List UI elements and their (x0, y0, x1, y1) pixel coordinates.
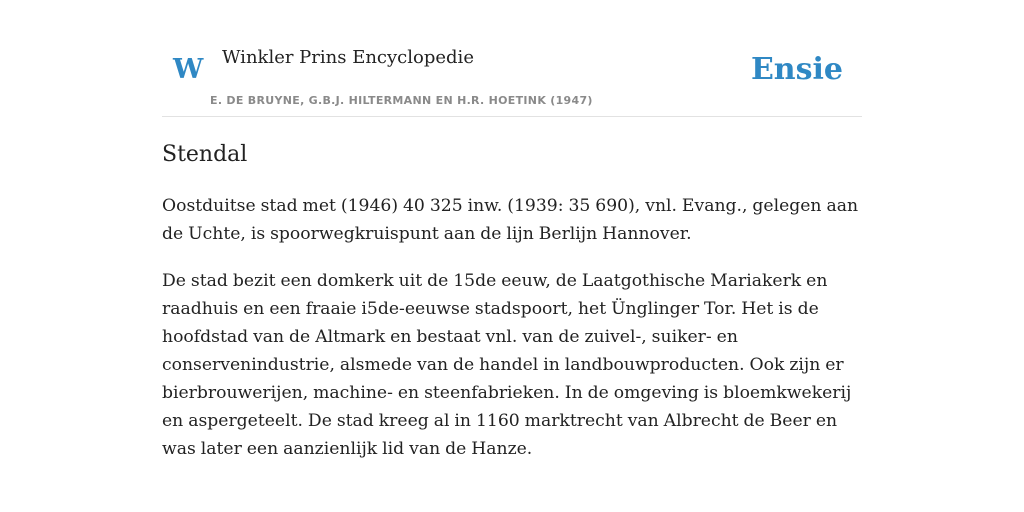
brand-logo-link[interactable]: Ensie (750, 52, 843, 87)
article-title: Stendal (162, 142, 248, 167)
source-authors: E. DE BRUYNE, G.B.J. HILTERMANN EN H.R. HOETINK (1947) (210, 94, 593, 107)
source-logo[interactable]: W (173, 54, 204, 85)
source-title[interactable]: Winkler Prins Encyclopedie (222, 47, 474, 68)
article-paragraph: De stad bezit een domkerk uit de 15de eeuw, de Laatgothische Mariakerk en raadhuis en een fraaie i5de-eeuwse stadspoort, het Ünglinger Tor. Het is de hoofdstad van de Altmark en bestaat vnl. van de zuivel-, suiker- en conservenindustrie, alsmede van de handel in landbouwproducten. Ook zijn er bierbrouwerijen, machine- en steenfabrieken. In de omgeving is bloemkwekerij en aspergeteelt. De stad kreeg al in 1160 marktrecht van Albrecht de Beer en was later een aanzienlijk lid van de Hanze. (162, 271, 852, 459)
article-paragraph: Oostduitse stad met (1946) 40 325 inw. (1939: 35 690), vnl. Evang., gelegen aan de Uchte, is spoorwegkruispunt aan de lijn Berlijn Hannover. (162, 196, 859, 244)
source-header (162, 0, 862, 117)
